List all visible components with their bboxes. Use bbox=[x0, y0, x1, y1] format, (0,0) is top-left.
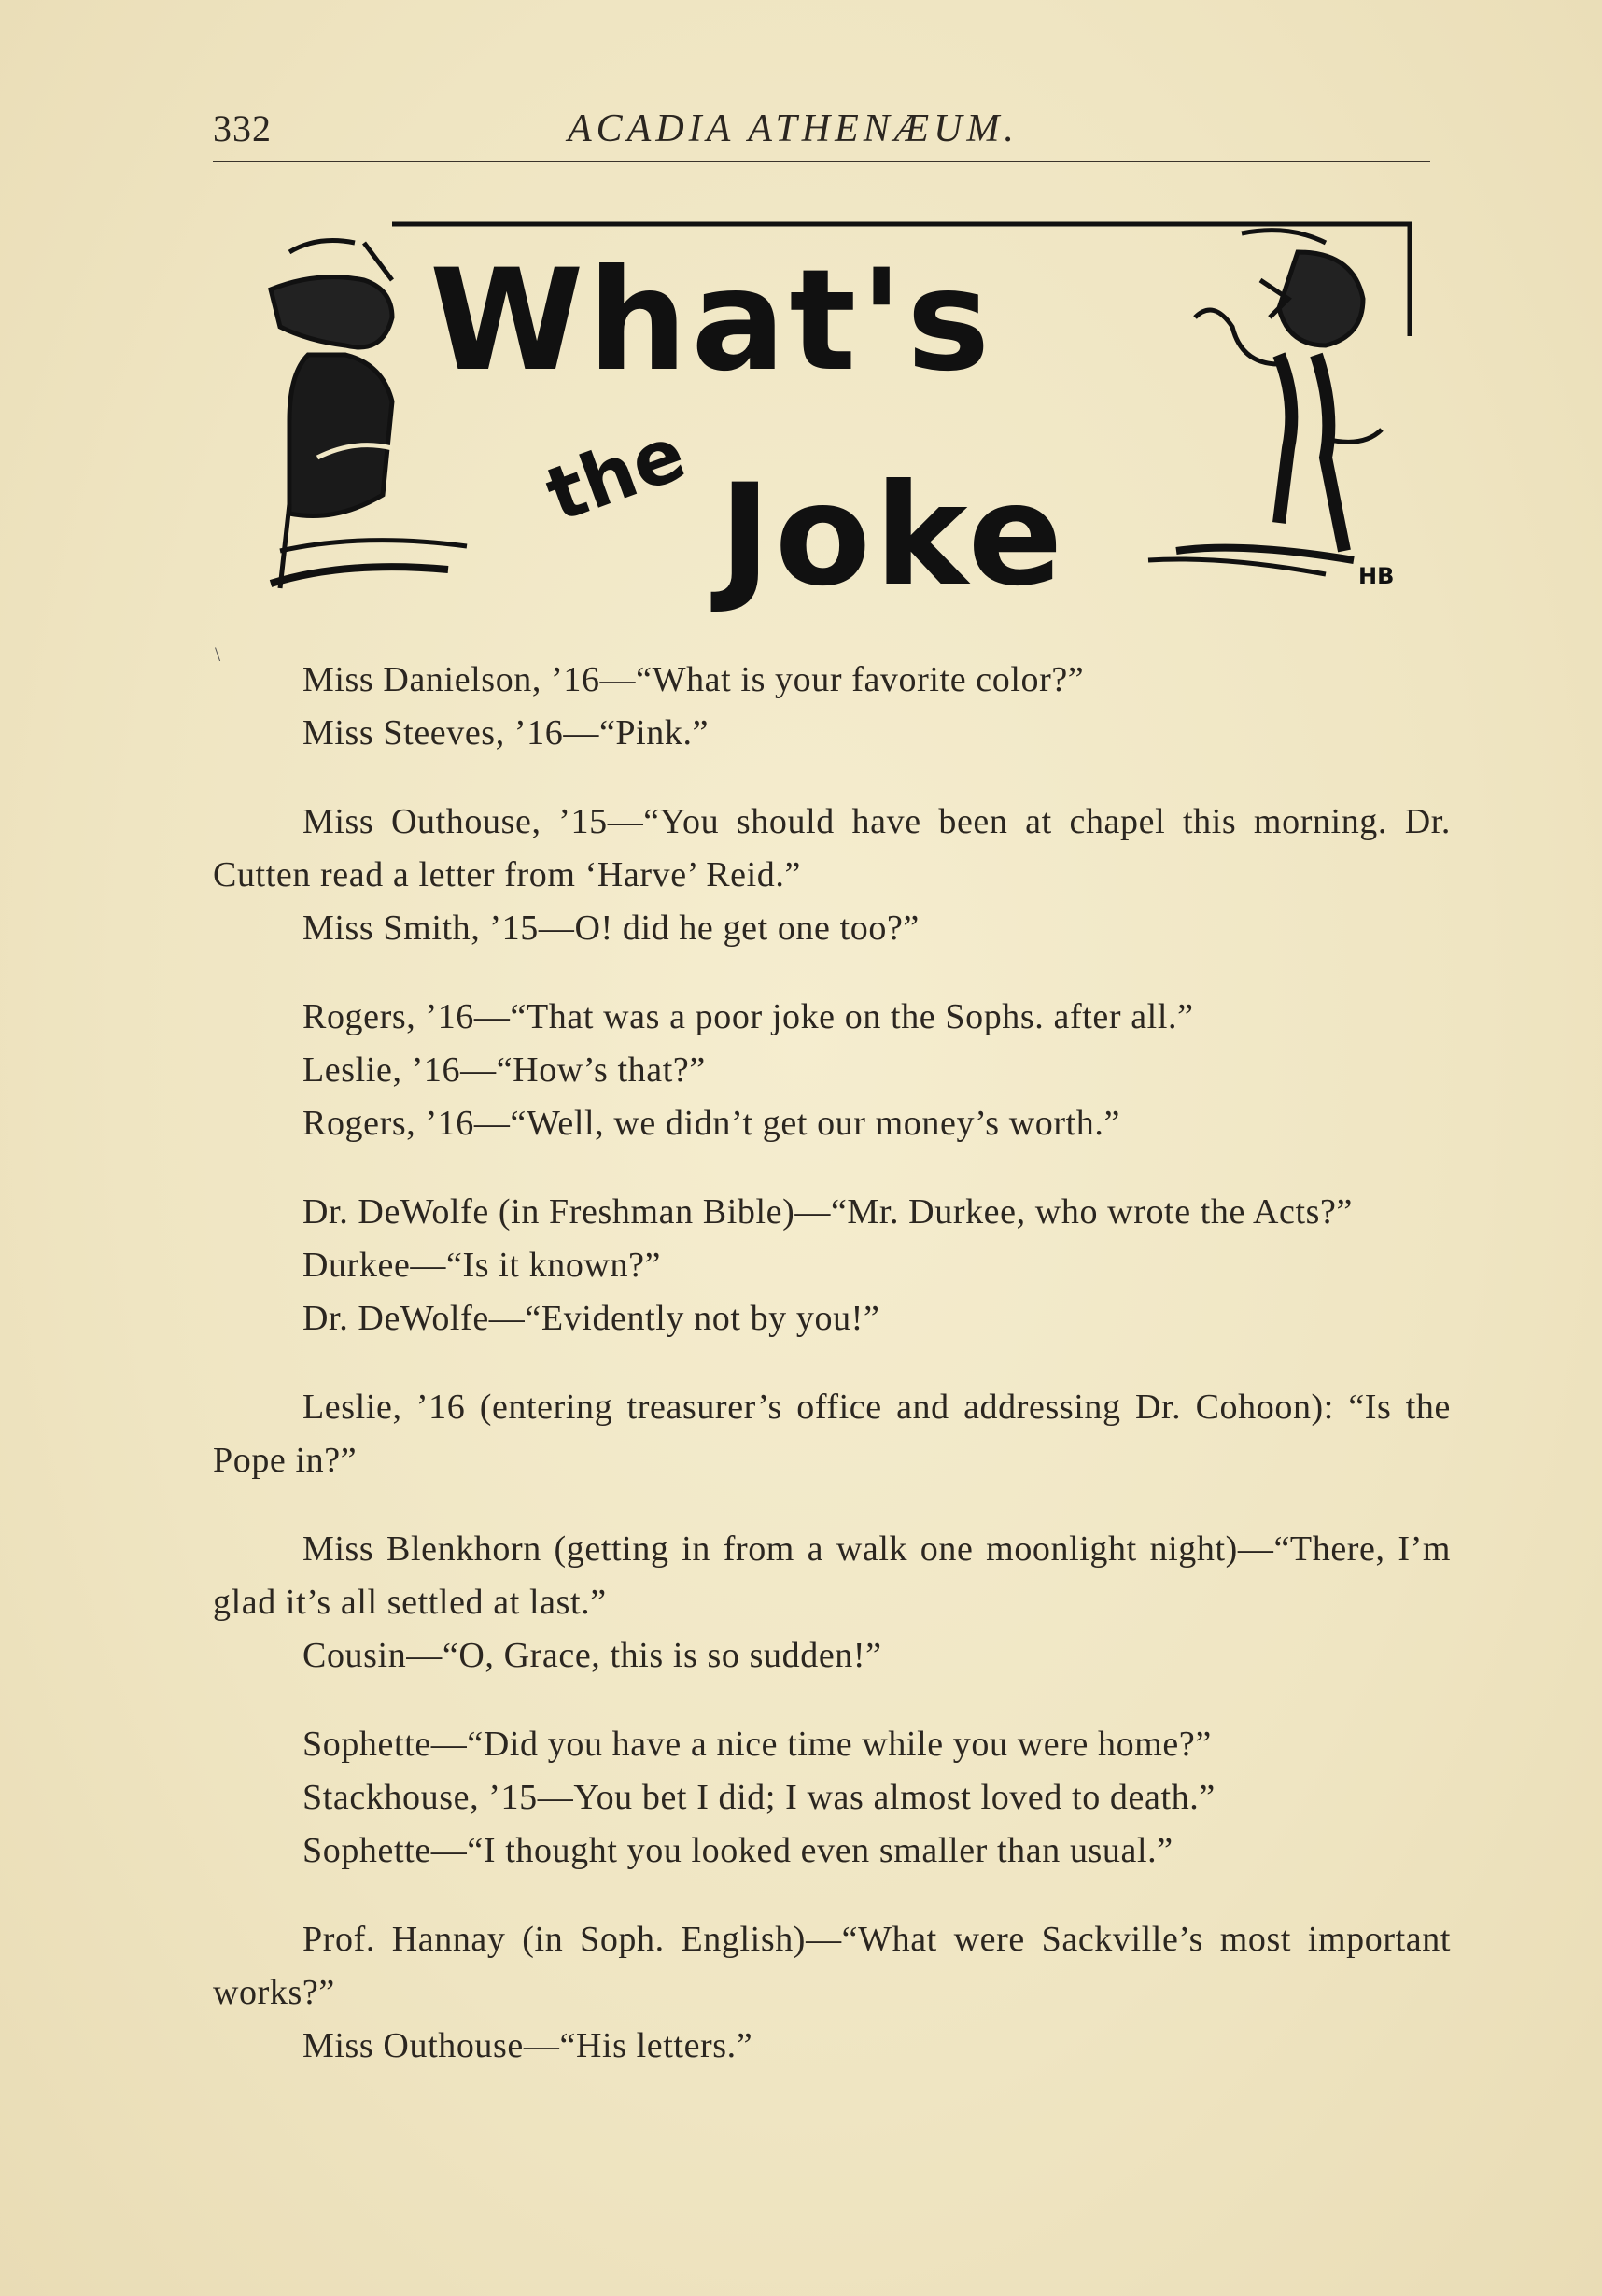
joke-line: Dr. DeWolfe (in Freshman Bible)—“Mr. Durkee, who wrote the Acts?” bbox=[302, 1192, 1353, 1232]
header-word-the: the bbox=[535, 409, 696, 539]
running-head bbox=[213, 101, 1430, 157]
joke-line: Miss Outhouse, ’15—“You should have been at chapel this morning. Dr. Cutten read a letter from ‘Harve’ Reid.” bbox=[213, 802, 1451, 894]
right-figure-icon bbox=[1148, 231, 1382, 574]
joke-line: Stackhouse, ’15—You bet I did; I was almost loved to death.” bbox=[302, 1778, 1216, 1817]
joke-line: Sophette—“Did you have a nice time while you were home?” bbox=[302, 1725, 1212, 1764]
illustration-svg bbox=[252, 215, 1428, 616]
artist-monogram: HB bbox=[1358, 563, 1395, 589]
joke-block bbox=[213, 1523, 1451, 1683]
joke-block bbox=[213, 796, 1451, 955]
joke-line: Durkee—“Is it known?” bbox=[302, 1246, 662, 1285]
joke-line: Miss Blenkhorn (getting in from a walk one moonlight night)—“There, I’m glad it’s all settled at last.” bbox=[213, 1529, 1451, 1622]
joke-line: Miss Outhouse—“His letters.” bbox=[302, 2026, 753, 2065]
joke-block bbox=[213, 1381, 1451, 1487]
whats-the-joke-illustration bbox=[252, 215, 1428, 616]
margin-mark: \ bbox=[215, 642, 221, 666]
joke-line: Miss Danielson, ’16—“What is your favorite color?” bbox=[302, 660, 1085, 699]
joke-line: Miss Smith, ’15—O! did he get one too?” bbox=[302, 909, 920, 948]
joke-block bbox=[213, 991, 1451, 1150]
joke-line: Cousin—“O, Grace, this is so sudden!” bbox=[302, 1636, 882, 1675]
journal-title: ACADIA ATHENÆUM. bbox=[568, 107, 1019, 150]
page-number: 332 bbox=[213, 107, 272, 149]
joke-block bbox=[213, 654, 1451, 760]
joke-block bbox=[213, 1718, 1451, 1878]
joke-block bbox=[213, 1186, 1451, 1345]
header-word-joke: Joke bbox=[719, 455, 1067, 616]
joke-line: Rogers, ’16—“Well, we didn’t get our money’s worth.” bbox=[302, 1104, 1120, 1143]
joke-line: Leslie, ’16—“How’s that?” bbox=[302, 1050, 706, 1090]
joke-block bbox=[213, 1913, 1451, 2073]
joke-line: Miss Steeves, ’16—“Pink.” bbox=[302, 713, 710, 753]
header-word-whats: What's bbox=[429, 240, 994, 402]
joke-line: Leslie, ’16 (entering treasurer’s office and addressing Dr. Cohoon): “Is the Pope in?” bbox=[213, 1387, 1451, 1480]
joke-line: Dr. DeWolfe—“Evidently not by you!” bbox=[302, 1299, 880, 1338]
joke-line: Sophette—“I thought you looked even smaller than usual.” bbox=[302, 1831, 1173, 1870]
joke-line: Rogers, ’16—“That was a poor joke on the Sophs. after all.” bbox=[302, 997, 1194, 1036]
jokes-column bbox=[213, 654, 1451, 2108]
joke-line: Prof. Hannay (in Soph. English)—“What were Sackville’s most important works?” bbox=[213, 1920, 1451, 2012]
header-rule bbox=[213, 161, 1430, 162]
